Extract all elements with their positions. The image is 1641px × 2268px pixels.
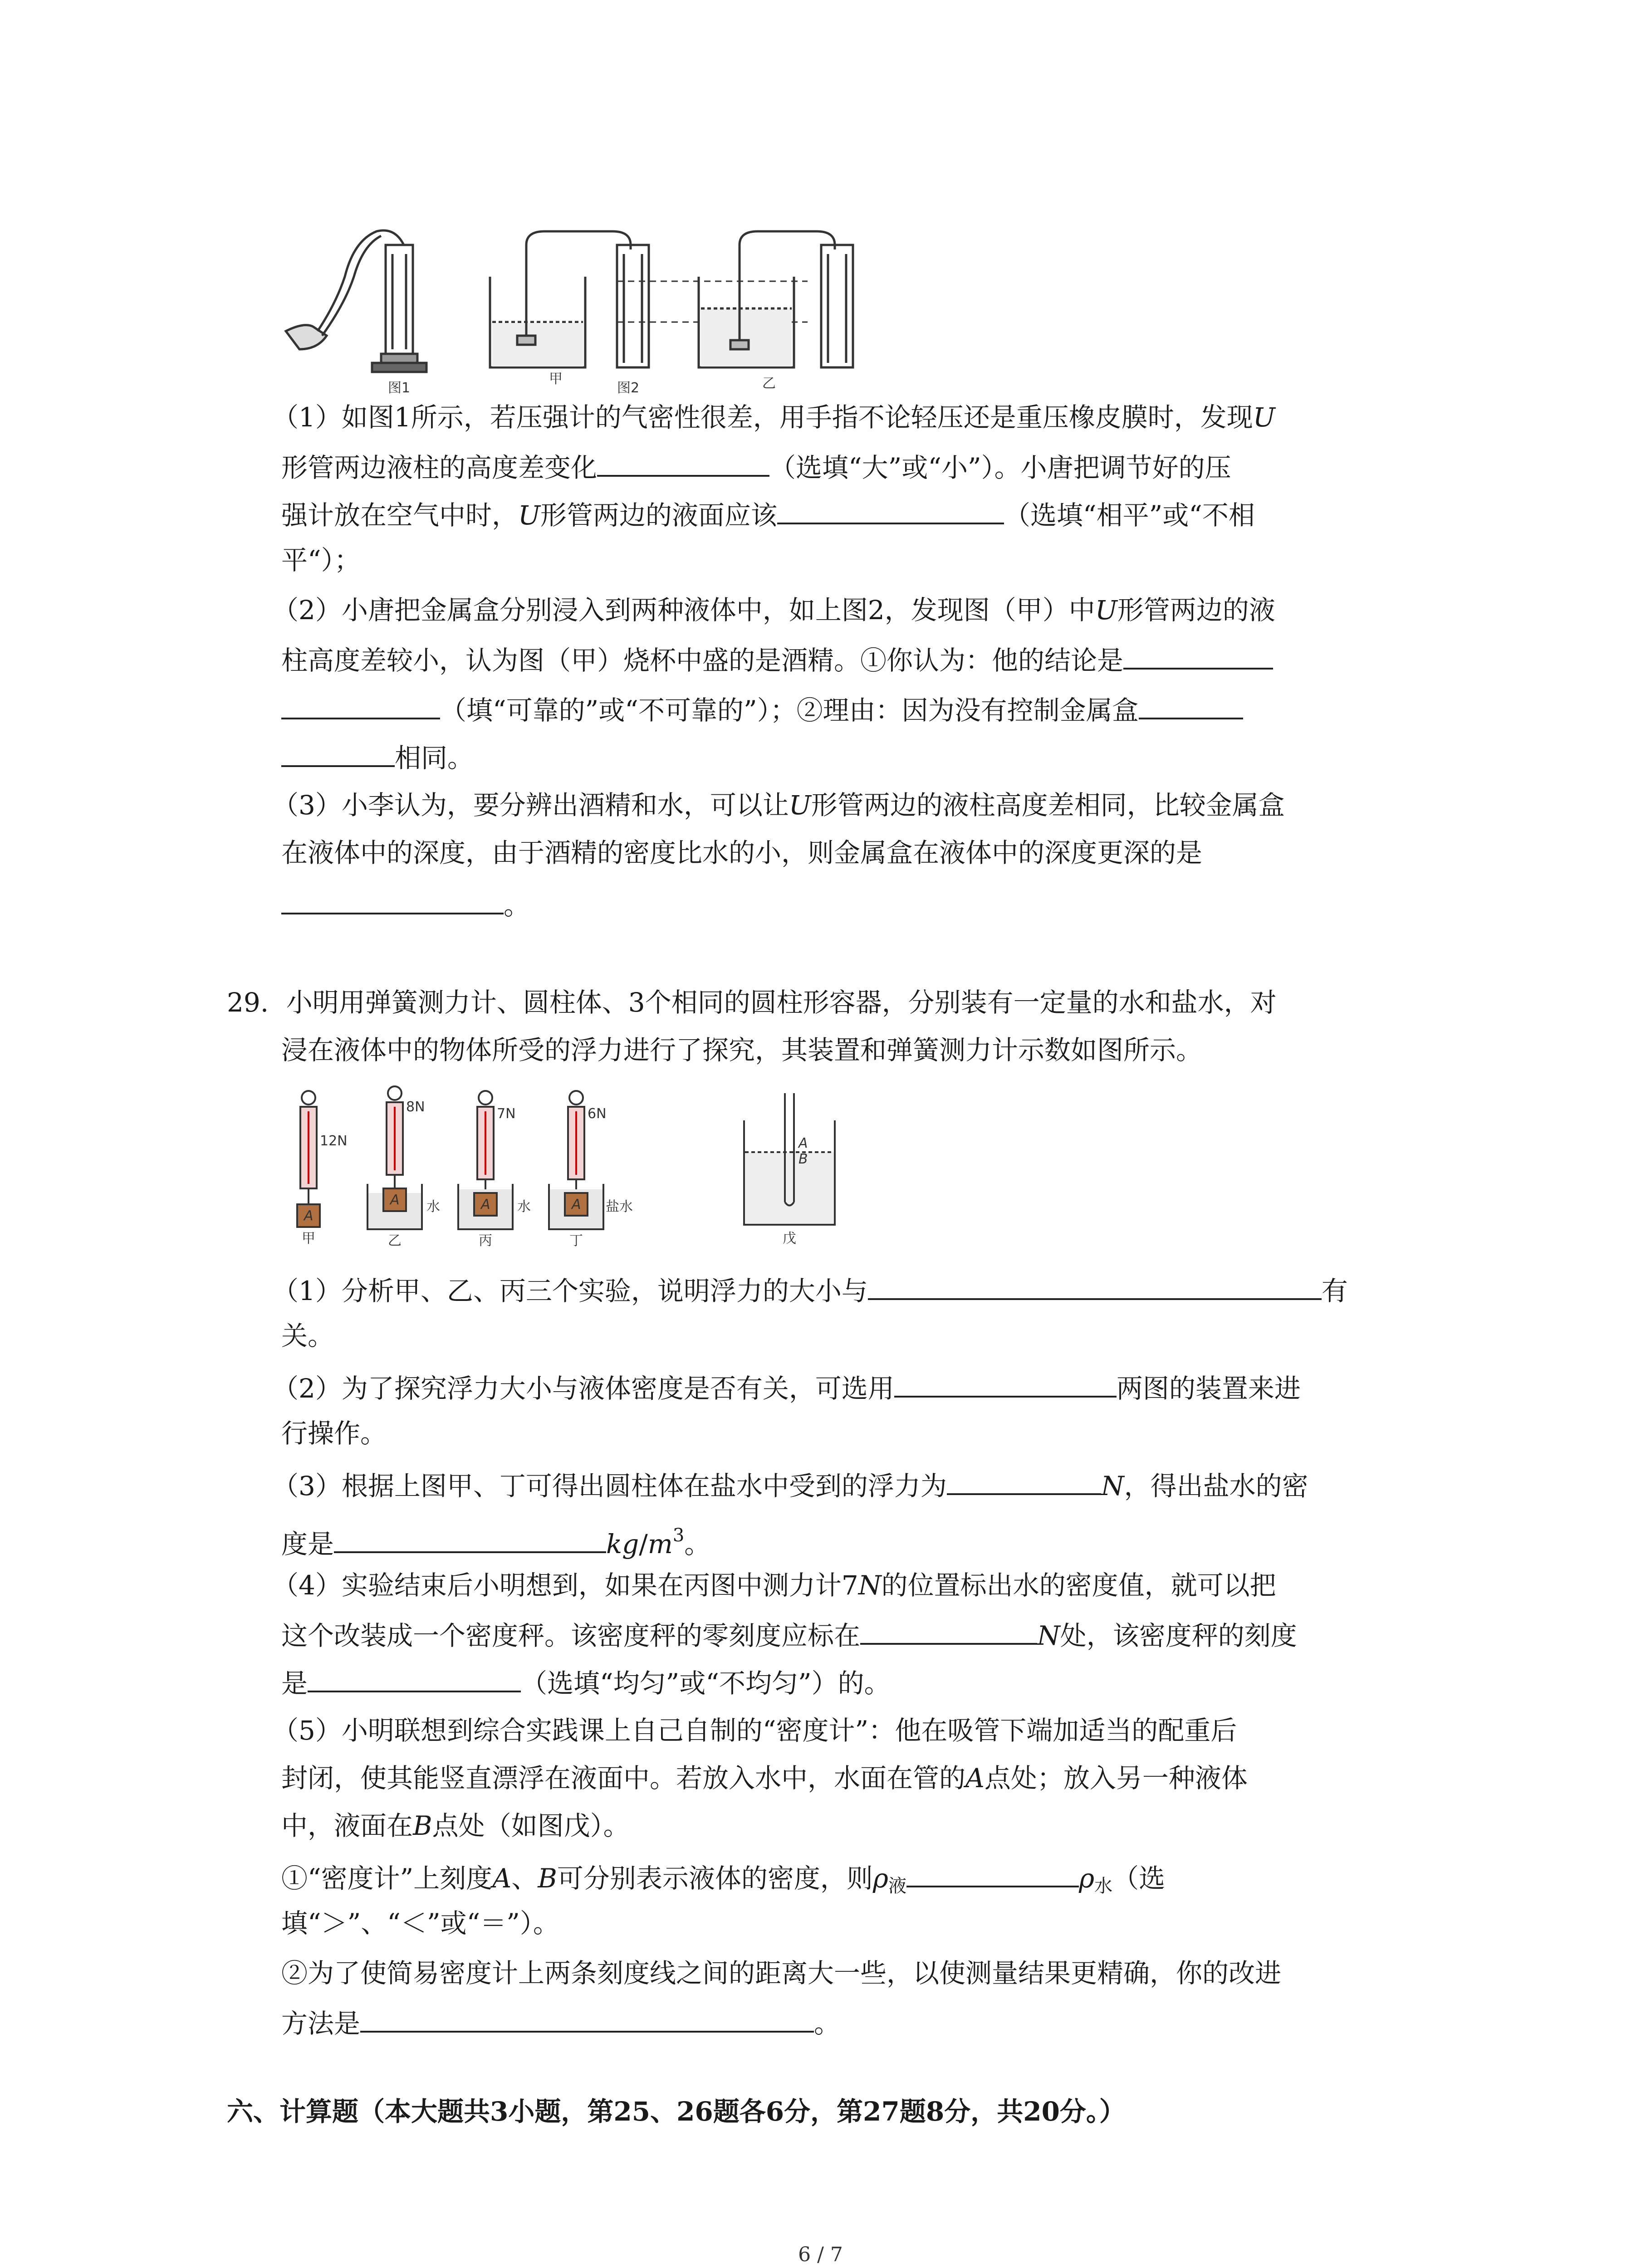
answer-blank-q28-4b[interactable]: [281, 737, 395, 767]
block-a-ding: A: [572, 1197, 581, 1212]
caption-figure2: 图2: [617, 380, 640, 396]
label-ding-29: 丁: [569, 1233, 583, 1247]
answer-blank-q28-2[interactable]: [777, 494, 1004, 524]
spring-scale-figure: [272, 1084, 907, 1247]
label-water-yi: 水: [426, 1199, 440, 1215]
question-number: 29.: [227, 987, 269, 1018]
q29-p2-line1: （2）为了探究浮力大小与液体密度是否有关，可选用 两图的装置来进: [272, 1368, 1301, 1407]
q28-p3-line3: 。: [281, 885, 530, 924]
q28-p2-line1: （2）小唐把金属盒分别浸入到两种液体中，如上图2，发现图（甲）中U形管两边的液: [272, 595, 1275, 626]
q29-p4-line2: 这个改装成一个密度秤。该密度秤的零刻度应标在 N处，该密度秤的刻度: [281, 1615, 1297, 1654]
caption-figure1: 图1: [388, 380, 411, 396]
q29-p3-line2: 度是 $kg/m^3$。: [281, 1517, 710, 1562]
label-yi-29: 乙: [388, 1233, 402, 1247]
label-jia: 甲: [549, 371, 563, 387]
answer-blank-q29-8[interactable]: [360, 2003, 814, 2033]
q28-p1-line2: 形管两边液柱的高度差变化 （选填“大”或“小”）。小唐把调节好的压: [281, 447, 1231, 486]
reading-jia: 12N: [320, 1133, 348, 1149]
q29-p4-line1: （4）实验结束后小明想到，如果在丙图中测力计7N的位置标出水的密度值，就可以把: [272, 1570, 1276, 1601]
answer-blank-q29-7[interactable]: [906, 1857, 1079, 1887]
beaker-wu: [744, 1093, 835, 1225]
q28-p2-line3: （填“可靠的”或“不可靠的”）；②理由：因为没有控制金属盒: [281, 689, 1243, 728]
answer-blank-q28-5[interactable]: [281, 885, 504, 914]
q29-p1-line1: （1）分析甲、乙、丙三个实验，说明浮力的大小与 有: [272, 1270, 1348, 1309]
q29-p5-line2: 封闭，使其能竖直漂浮在液面中。若放入水中，水面在管的A点处；放入另一种液体: [281, 1763, 1248, 1794]
q29-p5-line4: ①“密度计”上刻度A、B可分别表示液体的密度，则$\rho_液$ $\rho_水$（选: [281, 1857, 1165, 1904]
block-a-jia: A: [304, 1208, 314, 1224]
q28-p1-line4: 平“）；: [281, 545, 361, 576]
answer-blank-q28-3a[interactable]: [1123, 640, 1273, 670]
pressure-gauge-figure: [272, 218, 916, 399]
page-number: 6 / 7: [798, 2243, 843, 2266]
q29-p5-line3: 中，液面在B点处（如图戊）。: [281, 1810, 630, 1841]
label-yi: 乙: [762, 376, 776, 391]
q29-intro-line2: 浸在液体中的物体所受的浮力进行了探究，其装置和弹簧测力计示数如图所示。: [281, 1035, 1203, 1066]
scale-jia: [297, 1091, 320, 1227]
label-bing-29: 丙: [479, 1233, 492, 1247]
q28-p3-line1: （3）小李认为，要分辨出酒精和水，可以让U形管两边的液柱高度差相同，比较金属盒: [272, 790, 1285, 821]
q29-p5-line5: 填“＞”、“＜”或“＝”）。: [281, 1908, 559, 1939]
point-a-label: A: [798, 1135, 808, 1151]
reading-ding: 6N: [588, 1106, 607, 1122]
q28-p1-line1: （1）如图1所示，若压强计的气密性很差，用手指不论轻压还是重压橡皮膜时，发现U: [272, 402, 1275, 433]
figure2-yi-apparatus: [699, 231, 853, 367]
point-b-label: B: [798, 1151, 808, 1167]
reading-bing: 7N: [497, 1106, 516, 1122]
q29-p3-line1: （3）根据上图甲、丁可得出圆柱体在盐水中受到的浮力为 N，得出盐水的密: [272, 1465, 1308, 1504]
answer-blank-q29-6[interactable]: [308, 1662, 521, 1692]
answer-blank-q29-5[interactable]: [860, 1615, 1037, 1645]
label-brine: 盐水: [606, 1199, 633, 1215]
block-a-bing: A: [481, 1197, 490, 1212]
q29-p1-line2: 关。: [281, 1320, 334, 1351]
q28-p2-line4: 相同。: [281, 737, 474, 776]
reading-yi: 8N: [406, 1099, 425, 1115]
answer-blank-q29-4[interactable]: [334, 1523, 606, 1553]
label-water-bing: 水: [517, 1199, 531, 1215]
label-jia-29: 甲: [302, 1231, 315, 1246]
answer-blank-q29-2[interactable]: [894, 1368, 1117, 1398]
answer-blank-q28-3b[interactable]: [281, 689, 440, 719]
q29-p2-line2: 行操作。: [281, 1418, 387, 1449]
answer-blank-q28-4a[interactable]: [1139, 689, 1243, 719]
figure1-u-tube: [286, 230, 426, 372]
q29-p5-line7: 方法是 。: [281, 2003, 840, 2042]
label-wu-29: 戊: [783, 1231, 796, 1246]
q28-p3-line2: 在液体中的深度，由于酒精的密度比水的小，则金属盒在液体中的深度更深的是: [281, 837, 1203, 868]
answer-blank-q29-1[interactable]: [868, 1270, 1322, 1300]
q28-p1-line3: 强计放在空气中时，U形管两边的液面应该 （选填“相平”或“不相: [281, 494, 1255, 533]
answer-blank-q28-1[interactable]: [597, 447, 769, 477]
q29-p4-line3: 是 （选填“均匀”或“不均匀”）的。: [281, 1662, 891, 1701]
q29-intro-line1: 29. 小明用弹簧测力计、圆柱体、3个相同的圆柱形容器，分别装有一定量的水和盐水，对: [227, 987, 1277, 1018]
answer-blank-q29-3[interactable]: [947, 1465, 1101, 1495]
q28-p2-line2: 柱高度差较小，认为图（甲）烧杯中盛的是酒精。①你认为：他的结论是: [281, 640, 1273, 679]
q29-p5-line6: ②为了使简易密度计上两条刻度线之间的距离大一些，以使测量结果更精确，你的改进: [281, 1958, 1282, 1989]
q29-p5-line1: （5）小明联想到综合实践课上自己自制的“密度计”：他在吸管下端加适当的配重后: [272, 1715, 1237, 1746]
block-a-yi: A: [390, 1192, 400, 1208]
section-6-title: 六、计算题（本大题共3小题，第25、26题各6分，第27题8分，共20分。）: [227, 2096, 1126, 2127]
